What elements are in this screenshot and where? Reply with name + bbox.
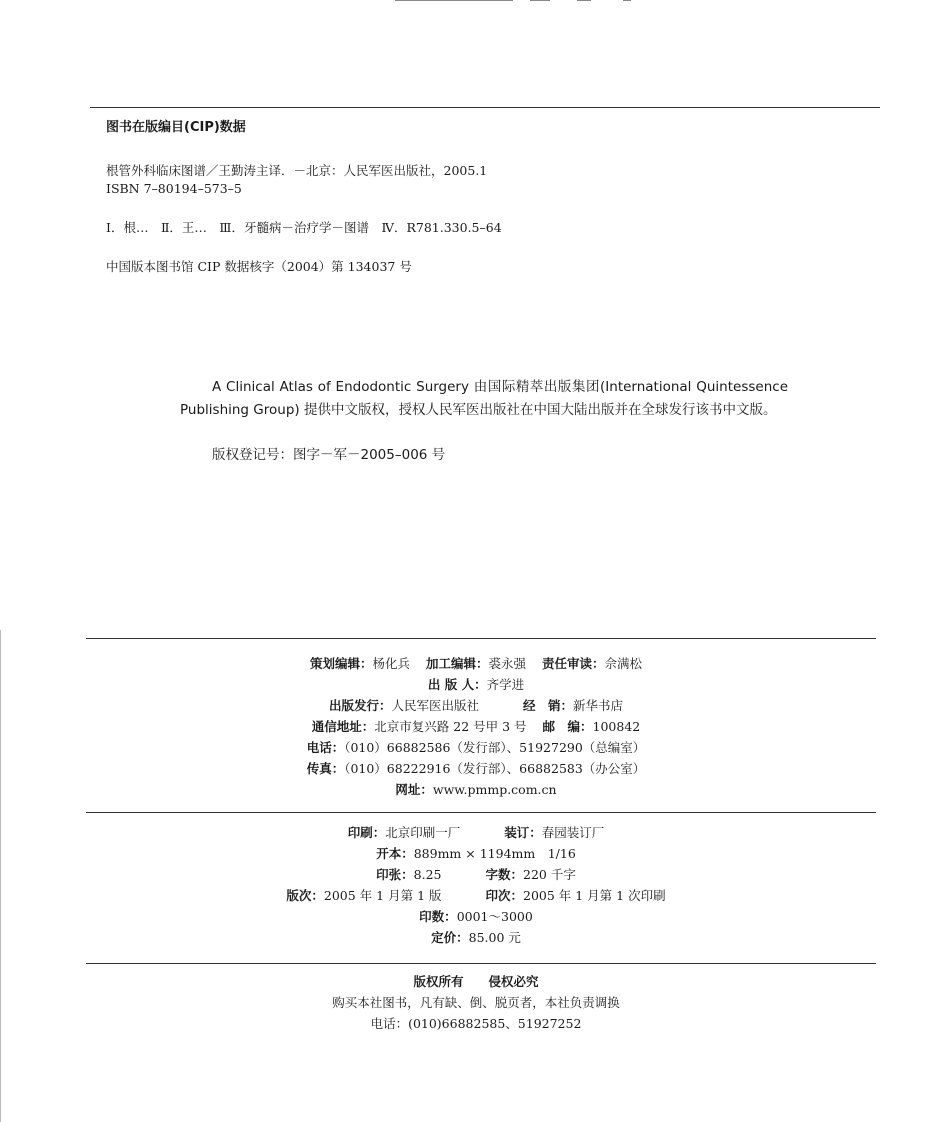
top-scan-marks xyxy=(395,0,635,2)
distribution-label: 出版发行： xyxy=(328,698,392,713)
cip-title: 图书在版编目(CIP)数据 xyxy=(106,120,246,135)
replacement-notice: 购买本社图书，凡有缺、倒、脱页者，本社负责调换 xyxy=(332,995,620,1010)
address-label: 通信地址： xyxy=(311,719,375,734)
license-text: A Clinical Atlas of Endodontic Surgery 由国际精萃出版集团(International Quintessence Publishing Group) 提供中文版权，授权人民军医出版社在中国大陆出版并在全球发行该书中文版。 xyxy=(180,379,788,418)
copyright-heading: 版权所有 侵权必究 xyxy=(413,974,539,989)
phone: （010）66882586（发行部）、51927290（总编室） xyxy=(344,740,646,755)
address: 北京市复兴路 22 号甲 3 号 xyxy=(374,719,527,734)
postcode: 100842 xyxy=(592,719,641,734)
reviewer: 佘满松 xyxy=(604,656,643,671)
print-specifications xyxy=(0,822,952,948)
cip-approval-number: 中国版本图书馆 CIP 数据核字（2004）第 134037 号 xyxy=(106,259,412,274)
copyright-notice xyxy=(0,971,952,1034)
publisher: 齐学进 xyxy=(486,677,525,692)
phone-row xyxy=(0,737,952,758)
planning-editor: 杨化兵 xyxy=(372,656,410,671)
format: 889mm × 1194mm 1/16 xyxy=(413,846,576,861)
copyright-top-rule xyxy=(86,963,876,964)
imprint-top-rule xyxy=(86,638,876,639)
phone-label: 电话： xyxy=(306,740,345,755)
copies-label: 印数： xyxy=(419,909,457,924)
sheets-label: 印张： xyxy=(376,867,414,882)
website-row xyxy=(0,779,952,800)
planning-editor-label: 策划编辑： xyxy=(309,656,373,671)
binder: 春园装订厂 xyxy=(541,825,605,840)
impression: 2005 年 1 月第 1 次印刷 xyxy=(523,888,666,903)
printer-row xyxy=(0,822,952,843)
price-label: 定价： xyxy=(431,930,469,945)
distribution-row xyxy=(0,695,952,716)
postcode-label: 邮 编： xyxy=(542,719,593,734)
edition-row xyxy=(0,885,952,906)
edition-label: 版次： xyxy=(286,888,324,903)
reviewer-label: 责任审读： xyxy=(542,656,605,671)
copies: 0001～3000 xyxy=(456,909,533,924)
dealer-label: 经 销： xyxy=(522,698,573,713)
printer-label: 印刷： xyxy=(347,825,386,840)
website-label: 网址： xyxy=(395,782,433,797)
price-row xyxy=(0,927,952,948)
cip-isbn: ISBN 7–80194–573–5 xyxy=(106,181,242,196)
processing-editor: 裘永强 xyxy=(488,656,527,671)
service-phone: 电话：(010)66882585、51927252 xyxy=(370,1016,582,1031)
license-statement xyxy=(180,376,788,467)
website: www.pmmp.com.cn xyxy=(432,782,557,797)
publisher-row xyxy=(0,674,952,695)
cip-bibliographic-line: 根管外科临床图谱／王勤涛主译．－北京：人民军医出版社，2005.1 xyxy=(106,163,488,178)
print-info-top-rule xyxy=(86,812,876,813)
format-label: 开本： xyxy=(376,846,414,861)
price: 85.00 元 xyxy=(468,930,521,945)
word-count: 220 千字 xyxy=(523,867,576,882)
processing-editor-label: 加工编辑： xyxy=(425,656,489,671)
address-row xyxy=(0,716,952,737)
fax-row xyxy=(0,758,952,779)
cip-classification: Ⅰ．根… Ⅱ．王… Ⅲ．牙髓病－治疗学－图谱 Ⅳ．R781.330.5–64 xyxy=(106,220,502,235)
edition: 2005 年 1 月第 1 版 xyxy=(323,888,442,903)
word-count-label: 字数： xyxy=(485,867,523,882)
copies-row xyxy=(0,906,952,927)
distributor: 人民军医出版社 xyxy=(391,698,479,713)
binder-label: 装订： xyxy=(504,825,542,840)
impression-label: 印次： xyxy=(485,888,523,903)
format-row xyxy=(0,843,952,864)
printer: 北京印刷一厂 xyxy=(385,825,461,840)
sheets: 8.25 xyxy=(413,867,442,882)
sheets-row xyxy=(0,864,952,885)
cip-top-rule xyxy=(90,107,880,108)
editorial-credits xyxy=(0,653,952,800)
fax-label: 传真： xyxy=(306,761,345,776)
publisher-label: 出 版 人： xyxy=(427,677,487,692)
editors-row xyxy=(0,653,952,674)
copyright-registration-number: 版权登记号：图字－军－2005–006 号 xyxy=(212,447,446,463)
cip-data-block xyxy=(106,119,866,276)
fax: （010）68222916（发行部）、66882583（办公室） xyxy=(344,761,646,776)
dealer: 新华书店 xyxy=(573,698,624,713)
